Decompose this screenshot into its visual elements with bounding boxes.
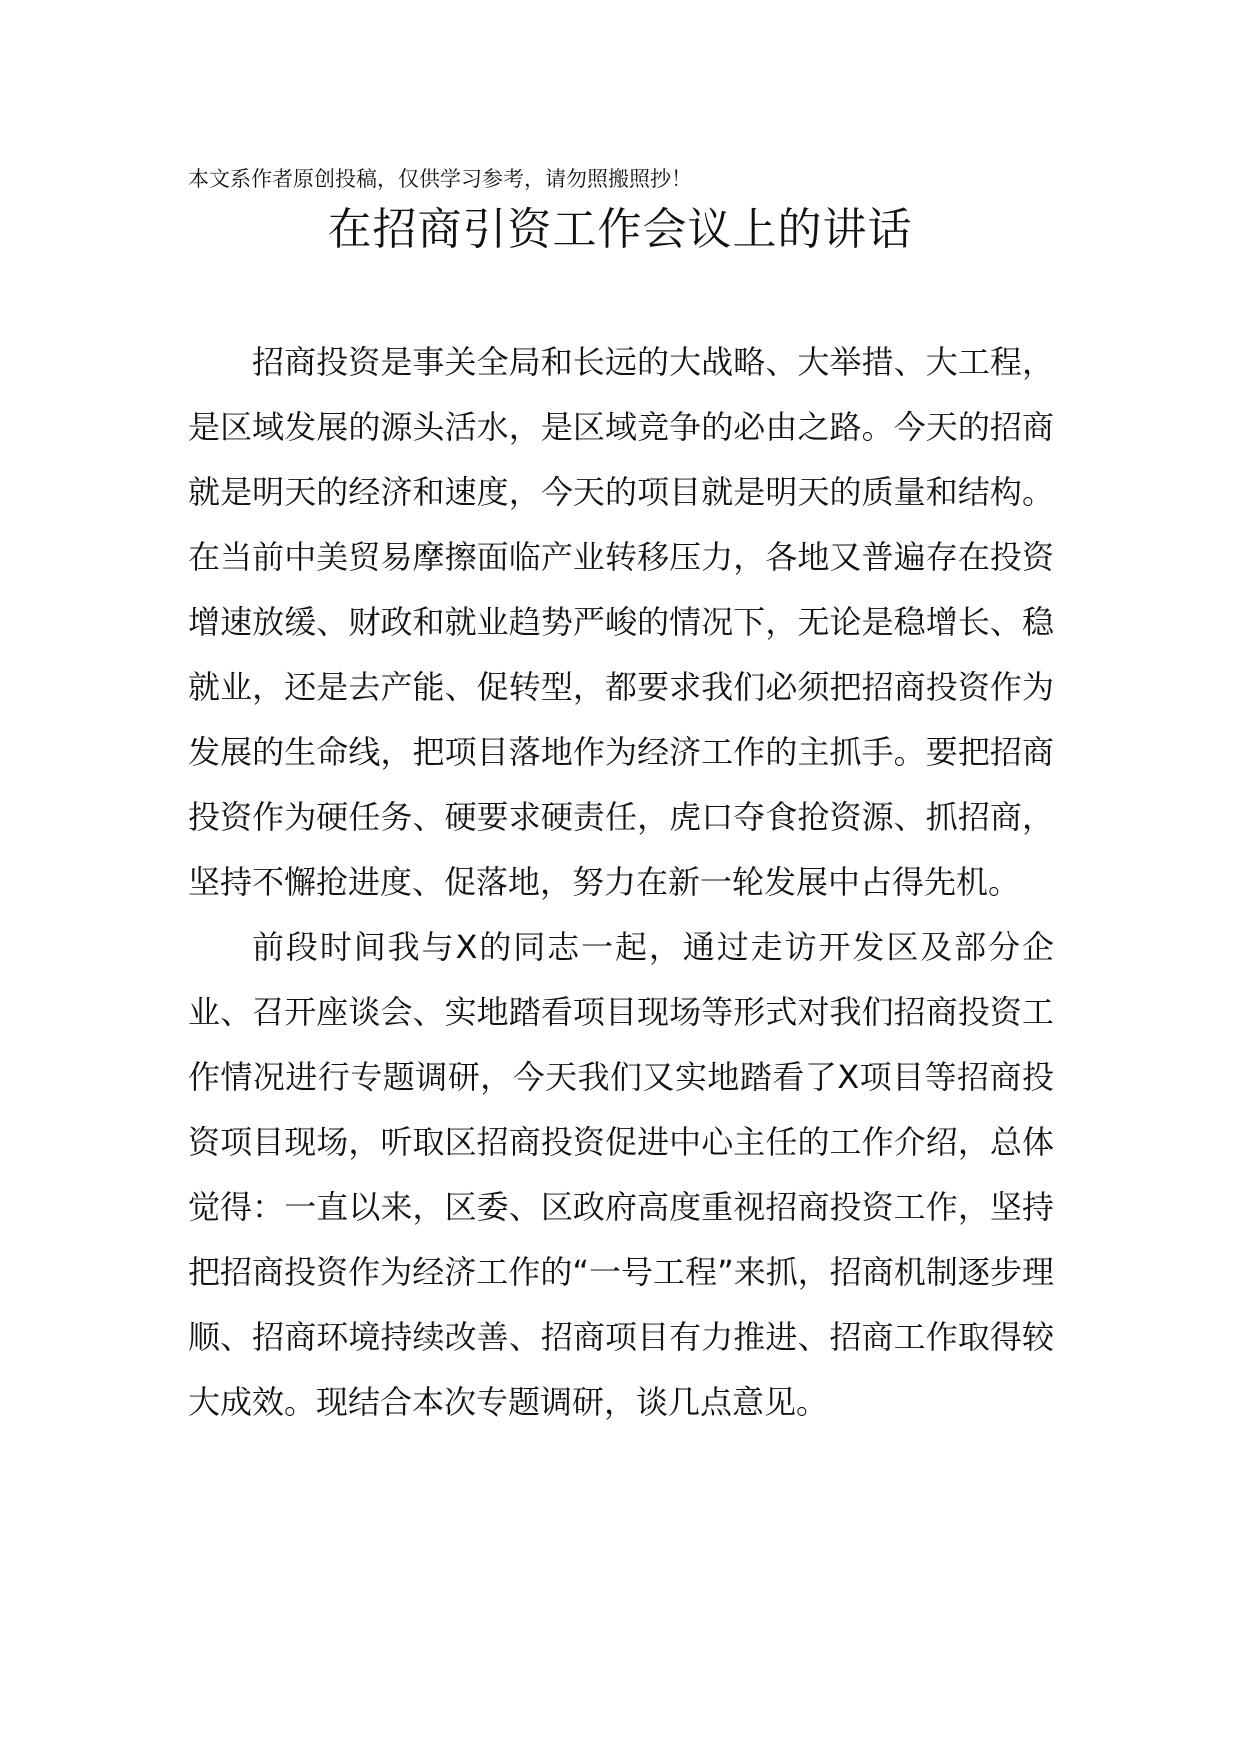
document-body <box>188 330 1054 1435</box>
copyright-notice: 本文系作者原创投稿，仅供学习参考，请勿照搬照抄！ <box>188 167 692 191</box>
body-paragraph: 招商投资是事关全局和长远的大战略、大举措、大工程，是区域发展的源头活水，是区域竞争的必由之路。今天的招商就是明天的经济和速度，今天的项目就是明天的质量和结构。在当前中美贸易摩擦面临产业转移压力，各地又普遍存在投资增速放缓、财政和就业趋势严峻的情况下，无论是稳增长、稳就业，还是去产能、促转型，都要求我们必须把招商投资作为发展的生命线，把项目落地作为经济工作的主抓手。要把招商投资作为硬任务、硬要求硬责任，虎口夺食抢资源、抓招商，坚持不懈抢进度、促落地，努力在新一轮发展中占得先机。 <box>188 343 1054 901</box>
body-paragraph: 前段时间我与X的同志一起，通过走访开发区及部分企业、召开座谈会、实地踏看项目现场等形式对我们招商投资工作情况进行专题调研，今天我们又实地踏看了X项目等招商投资项目现场，听取区招商投资促进中心主任的工作介绍，总体觉得：一直以来，区委、区政府高度重视招商投资工作，坚持把招商投资作为经济工作的“一号工程”来抓，招商机制逐步理顺、招商环境持续改善、招商项目有力推进、招商工作取得较大成效。现结合本次专题调研，谈几点意见。 <box>188 928 1054 1421</box>
document-title: 在招商引资工作会议上的讲话 <box>327 204 913 255</box>
